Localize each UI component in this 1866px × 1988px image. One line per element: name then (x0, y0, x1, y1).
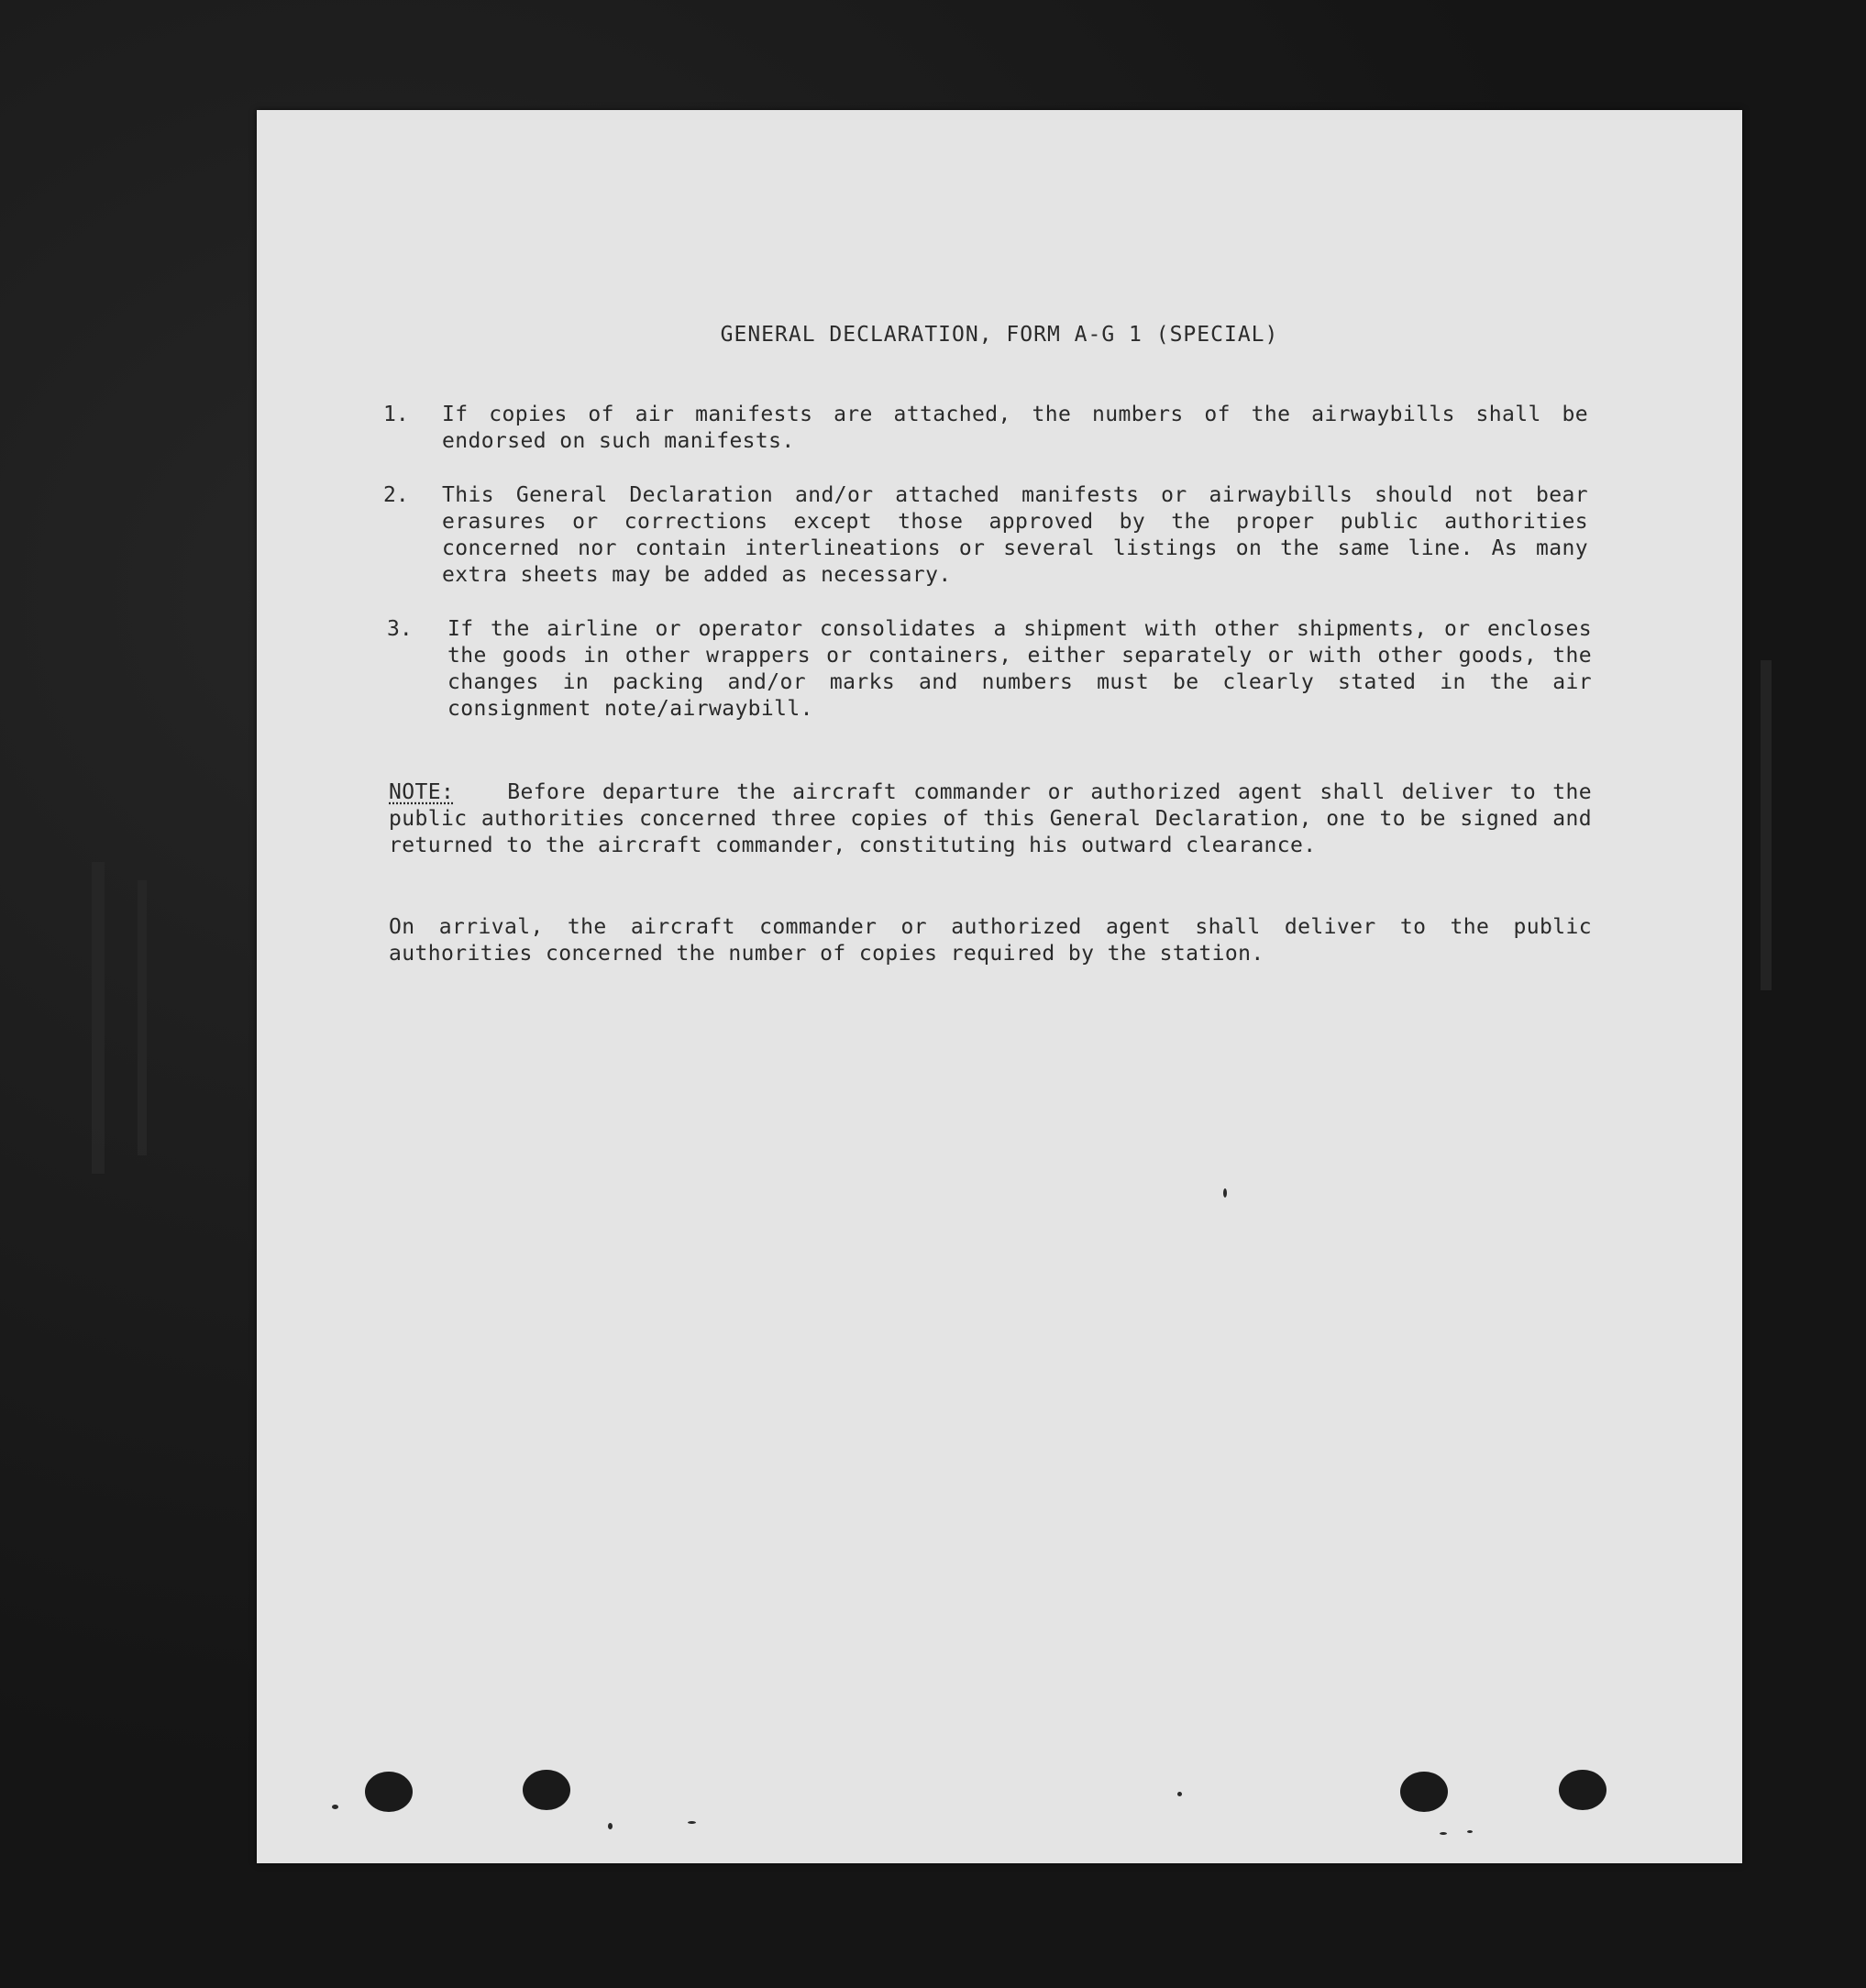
item-text-1: If copies of air manifests are attached, the numbers of the airwaybills shall be endorsed on such manifests. (442, 403, 1588, 453)
dust-speck (332, 1805, 338, 1809)
dust-speck (1177, 1792, 1182, 1796)
note-paragraph (389, 779, 1592, 859)
punch-hole (1559, 1770, 1607, 1810)
dust-speck (1223, 1188, 1227, 1198)
item-text-3: If the airline or operator consolidates a shipment with other shipments, or encloses the goods in other wrappers or containers, either separately or with other goods, the changes in packing and/or marks and numbers must be clearly stated in the air consignment note/airwaybill. (447, 617, 1592, 721)
document-title: GENERAL DECLARATION, FORM A-G 1 (SPECIAL) (720, 323, 1279, 347)
item-number-3: 3. (387, 617, 413, 641)
note-text: Before departure the aircraft commander or authorized agent shall deliver to the public authorities concerned three copies of this General Declaration, one to be signed and returned to the aircraft commander, constituting his outward clearance. (389, 780, 1592, 857)
item-number-1: 1. (383, 403, 409, 426)
dust-speck (1440, 1832, 1447, 1835)
item-number-2: 2. (383, 483, 409, 507)
punch-hole (365, 1772, 413, 1812)
background-streak (138, 880, 147, 1155)
background-streak (92, 862, 105, 1174)
dust-speck (688, 1821, 696, 1824)
note-label: NOTE: (389, 780, 455, 804)
item-text-2: This General Declaration and/or attached manifests or airwaybills should not bear erasures or corrections except those approved by the proper public authorities concerned nor contain interlineations or several listings on the same line. As many extra sheets may be added as necessary. (442, 483, 1588, 587)
background-streak (1761, 660, 1772, 990)
punch-hole (1400, 1772, 1448, 1812)
dust-speck (1467, 1830, 1473, 1833)
document-page (257, 110, 1742, 1863)
punch-hole (523, 1770, 570, 1810)
dust-speck (608, 1823, 613, 1829)
arrival-paragraph: On arrival, the aircraft commander or authorized agent shall deliver to the public authorities concerned the number of copies required by the station. (389, 915, 1592, 966)
